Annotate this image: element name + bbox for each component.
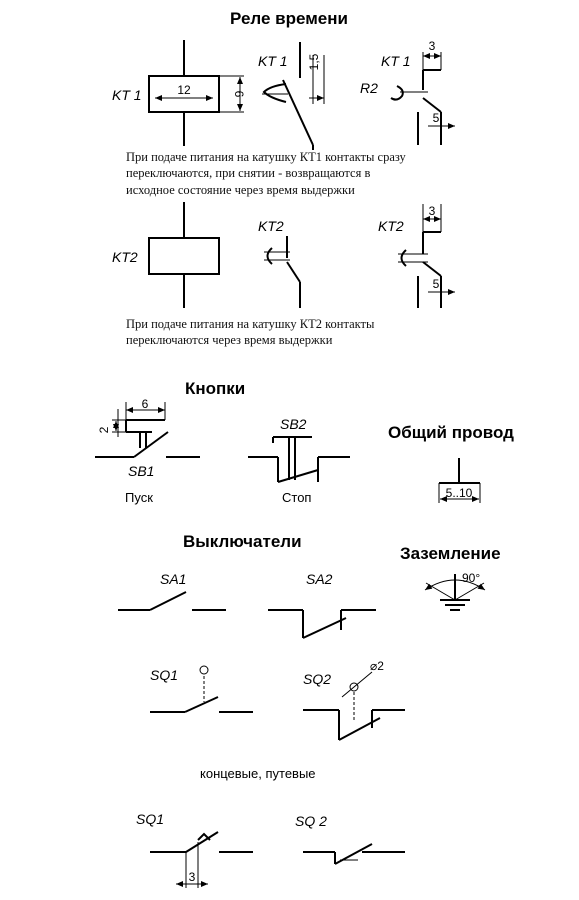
sa2-symbol — [268, 610, 376, 638]
kt2-contact-a-symbol — [264, 236, 300, 308]
kt2-dim-5: 5 — [432, 277, 440, 291]
sa2-label: SA2 — [306, 571, 333, 587]
kt1-note-line-2: переключаются, при снятии - возвращаются в — [126, 166, 371, 180]
kt1-dim-6: 6 — [232, 90, 246, 98]
kt1-coil-label: KT 1 — [112, 87, 142, 103]
kt2-note-line-1: При подаче питания на катушку КТ2 контакты — [126, 317, 375, 331]
sq2-bottom-symbol — [303, 844, 405, 864]
sb2-symbol — [248, 437, 350, 482]
limit-switches-caption: концевые, путевые — [200, 766, 316, 781]
kt2-contact-b-symbol — [398, 204, 455, 308]
kt1-dim-1-5: 1,5 — [307, 53, 321, 71]
kt1-contact-b-label: KT 1 — [381, 53, 411, 69]
kt1-coil-symbol — [149, 40, 244, 146]
sb1-caption: Пуск — [125, 490, 153, 505]
kt1-note-line-1: При подаче питания на катушку КТ1 контакты сразу — [126, 150, 406, 164]
sq1-bottom-label: SQ1 — [136, 811, 165, 827]
buttons-dim-2: 2 — [97, 426, 111, 434]
kt2-coil-symbol — [149, 202, 219, 308]
sa1-symbol — [118, 592, 226, 610]
title-grounding: Заземление — [400, 544, 501, 563]
kt1-dim-12: 12 — [177, 83, 191, 97]
sb1-label: SB1 — [128, 463, 155, 479]
kt1-note-line-3: исходное состояние через время выдержки — [126, 183, 355, 197]
sq1-bottom-symbol — [150, 832, 253, 888]
kt1-dim-5: 5 — [432, 111, 440, 125]
kt2-dim-3: 3 — [428, 204, 436, 218]
sb2-label: SB2 — [280, 416, 307, 432]
sq1-bottom-dim-3: 3 — [188, 870, 196, 884]
kt2-note-line-2: переключаются через время выдержки — [126, 333, 333, 347]
kt2-coil-label: KT2 — [112, 249, 138, 265]
r2-label: R2 — [360, 80, 378, 96]
sb2-caption: Стоп — [282, 490, 312, 505]
common-wire-dim: 5..10 — [445, 486, 473, 500]
title-buttons: Кнопки — [185, 379, 246, 398]
kt1-contact-a-label: KT 1 — [258, 53, 288, 69]
sa1-label: SA1 — [160, 571, 187, 587]
sq2-bottom-label: SQ 2 — [295, 813, 327, 829]
sq2-label: SQ2 — [303, 671, 332, 687]
grounding-angle: 90° — [462, 571, 481, 585]
kt1-dim-3: 3 — [428, 39, 436, 53]
kt2-contact-a-label: KT2 — [258, 218, 284, 234]
buttons-dim-6: 6 — [141, 397, 149, 411]
title-time-relay: Реле времени — [230, 9, 348, 28]
sq1-label: SQ1 — [150, 667, 179, 683]
title-switches: Выключатели — [183, 532, 302, 551]
kt2-contact-b-label: KT2 — [378, 218, 404, 234]
title-common-wire: Общий провод — [388, 423, 514, 442]
sq2-phi-2: ⌀2 — [370, 659, 384, 673]
